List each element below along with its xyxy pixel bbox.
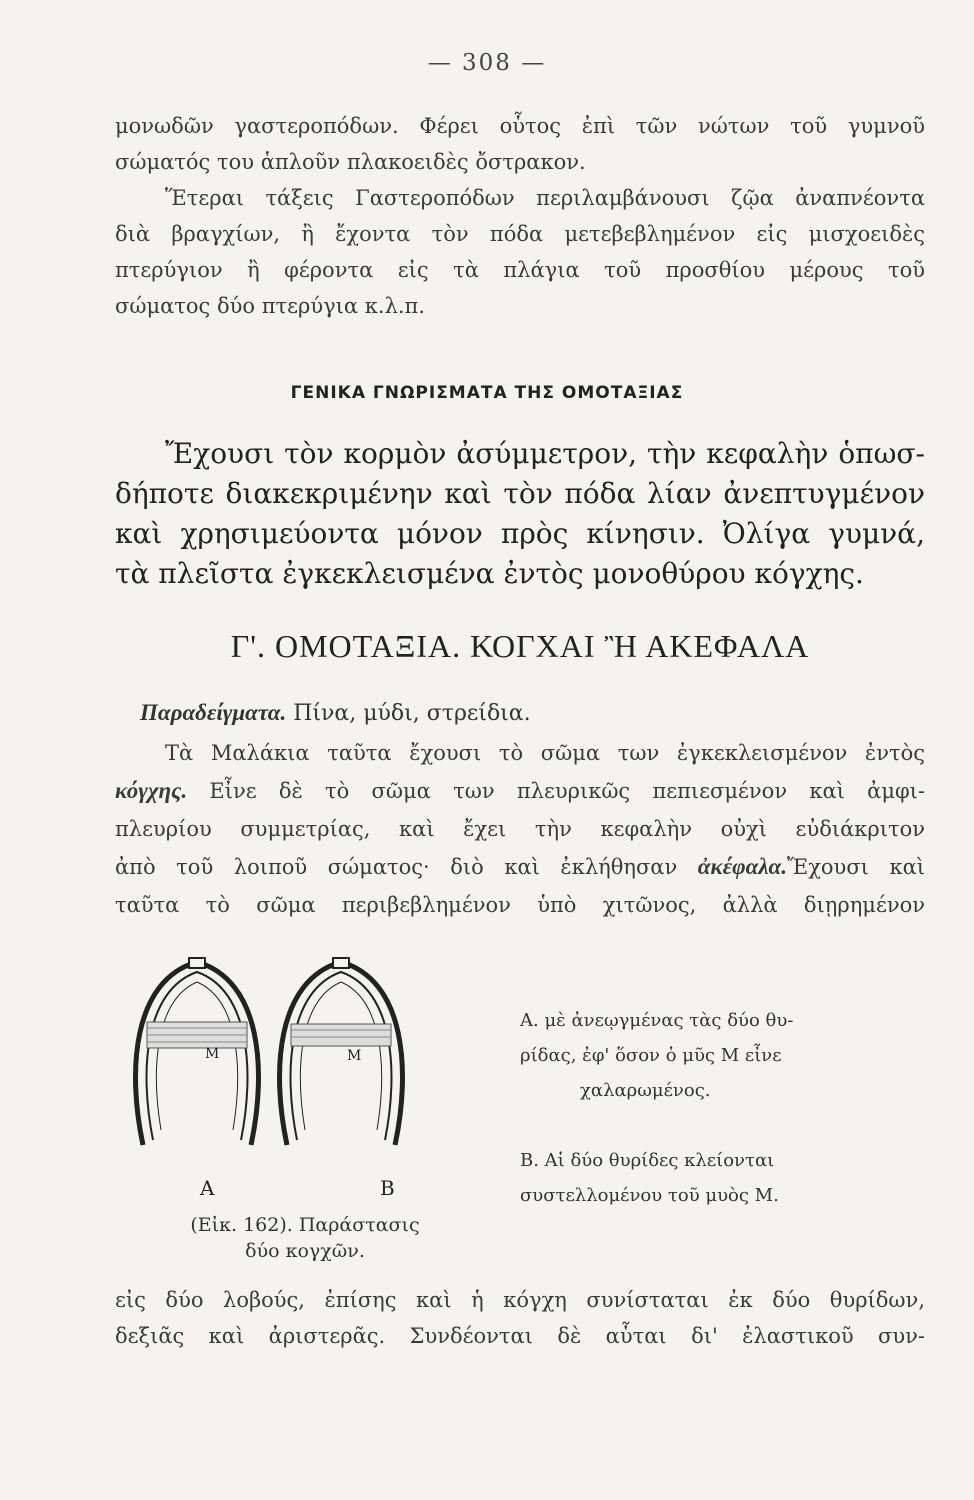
legend-line: χαλαρωμένος. bbox=[580, 1080, 711, 1101]
muscle-label-a: M bbox=[205, 1046, 220, 1062]
text-line: σώματος δύο πτερύγια κ.λ.π. bbox=[115, 294, 426, 318]
figure-legend-b bbox=[520, 1143, 920, 1213]
shell-a-drawing bbox=[136, 958, 259, 1145]
text-line bbox=[115, 848, 925, 886]
caption-line: δύο κογχῶν. bbox=[245, 1240, 365, 1262]
shells-illustration bbox=[125, 950, 415, 1180]
term-akefala: ἀκέφαλα. bbox=[697, 854, 788, 879]
legend-line: ρίδας, ἐφ' ὅσον ὁ μῦς Μ εἶνε bbox=[520, 1045, 782, 1066]
text-line bbox=[115, 772, 925, 810]
text-line: Ἕτεραι τάξεις Γαστεροπόδων περιλαμβάνουσι ζῷα ἀναπνέοντα bbox=[165, 186, 925, 210]
text-fragment: Εἶνε δὲ τὸ σῶμα των πλευρικῶς πεπιεσμένον καὶ ἀμφι- bbox=[209, 779, 925, 803]
text-line: εἰς δύο λοβούς, ἐπίσης καὶ ἡ κόγχη συνίσταται ἐκ δύο θυρίδων, bbox=[115, 1288, 925, 1312]
text-line: καὶ χρησιμεύοντα μόνον πρὸς κίνησιν. Ὀλίγα γυμνά, bbox=[115, 517, 925, 550]
text-line: Τὰ Μαλάκια ταῦτα ἔχουσι τὸ σῶμα των ἐγκεκλεισμένον ἐντὸς bbox=[165, 741, 925, 765]
text-fragment: Ἔχουσι καὶ bbox=[787, 855, 925, 879]
legend-line: Β. Αἱ δύο θυρίδες κλείονται bbox=[520, 1150, 775, 1171]
paragraph-gastropods bbox=[115, 108, 925, 324]
section-heading: ΓΕΝΙΚΑ ΓΝΩΡΙΣΜΑΤΑ ΤΗΣ ΟΜΟΤΑΞΙΑΣ bbox=[290, 383, 684, 403]
muscle-label-b: M bbox=[347, 1048, 362, 1064]
shell-b-drawing bbox=[280, 958, 403, 1145]
text-line: δήποτε διακεκριμένην καὶ τὸν πόδα λίαν ἀνεπτυγμένον bbox=[115, 477, 925, 510]
class-characteristics bbox=[115, 434, 925, 594]
text-line: πτερύγιον ἢ φέροντα εἰς τὰ πλάγια τοῦ προσθίου μέρους τοῦ bbox=[115, 258, 925, 282]
class-heading: Γ'. ΟΜΟΤΑΞΙΑ. ΚΟΓΧΑΙ Ἢ ΑΚΕΦΑΛΑ bbox=[230, 628, 810, 664]
examples-line bbox=[140, 700, 531, 726]
page-number: — 308 — bbox=[427, 50, 547, 76]
caption-line: (Εἰκ. 162). Παράστασις bbox=[190, 1214, 420, 1236]
legend-line: συστελλομένου τοῦ μυὸς Μ. bbox=[520, 1185, 779, 1206]
text-line: μονωδῶν γαστεροπόδων. Φέρει οὗτος ἐπὶ τῶν νώτων τοῦ γυμνοῦ bbox=[115, 114, 925, 138]
shell-label-a: A bbox=[200, 1176, 215, 1200]
legend-line: Α. μὲ ἀνεῳγμένας τὰς δύο θυ- bbox=[520, 1010, 794, 1031]
text-line: πλευρίου συμμετρίας, καὶ ἔχει τὴν κεφαλὴν οὐχὶ εὐδιάκριτον bbox=[115, 817, 925, 841]
figure-legend-a bbox=[520, 1003, 920, 1108]
examples-text: Πίνα, μύδι, στρείδια. bbox=[293, 701, 531, 726]
text-fragment: ἀπὸ τοῦ λοιποῦ σώματος· διὸ καὶ ἐκλήθησαν bbox=[115, 855, 678, 879]
term-kogchis: κόγχης. bbox=[115, 778, 188, 803]
text-line: τὰ πλεῖστα ἐγκεκλεισμένα ἐντὸς μονοθύρου κόγχης. bbox=[115, 557, 864, 590]
examples-label: Παραδείγματα. bbox=[140, 700, 287, 725]
text-line: Ἔχουσι τὸν κορμὸν ἀσύμμετρον, τὴν κεφαλὴν ὁπωσ- bbox=[165, 437, 925, 470]
text-line: δεξιᾶς καὶ ἀριστερᾶς. Συνδέονται δὲ αὗται δι' ἐλαστικοῦ συν- bbox=[115, 1324, 925, 1348]
figure-caption bbox=[140, 1212, 470, 1264]
text-line: διὰ βραγχίων, ἢ ἔχοντα τὸν πόδα μετεβεβλημένον εἰς μισχοειδὲς bbox=[115, 222, 925, 246]
text-line: σώματός του ἁπλοῦν πλακοειδὲς ὄστρακον. bbox=[115, 150, 586, 174]
text-line: ταῦτα τὸ σῶμα περιβεβλημένον ὑπὸ χιτῶνος, ἀλλὰ διῃρημένον bbox=[115, 893, 925, 917]
figure-two-shells bbox=[125, 950, 415, 1200]
paragraph-bivalves bbox=[115, 734, 925, 924]
paragraph-continuation bbox=[115, 1282, 925, 1354]
shell-label-b: B bbox=[380, 1176, 395, 1200]
